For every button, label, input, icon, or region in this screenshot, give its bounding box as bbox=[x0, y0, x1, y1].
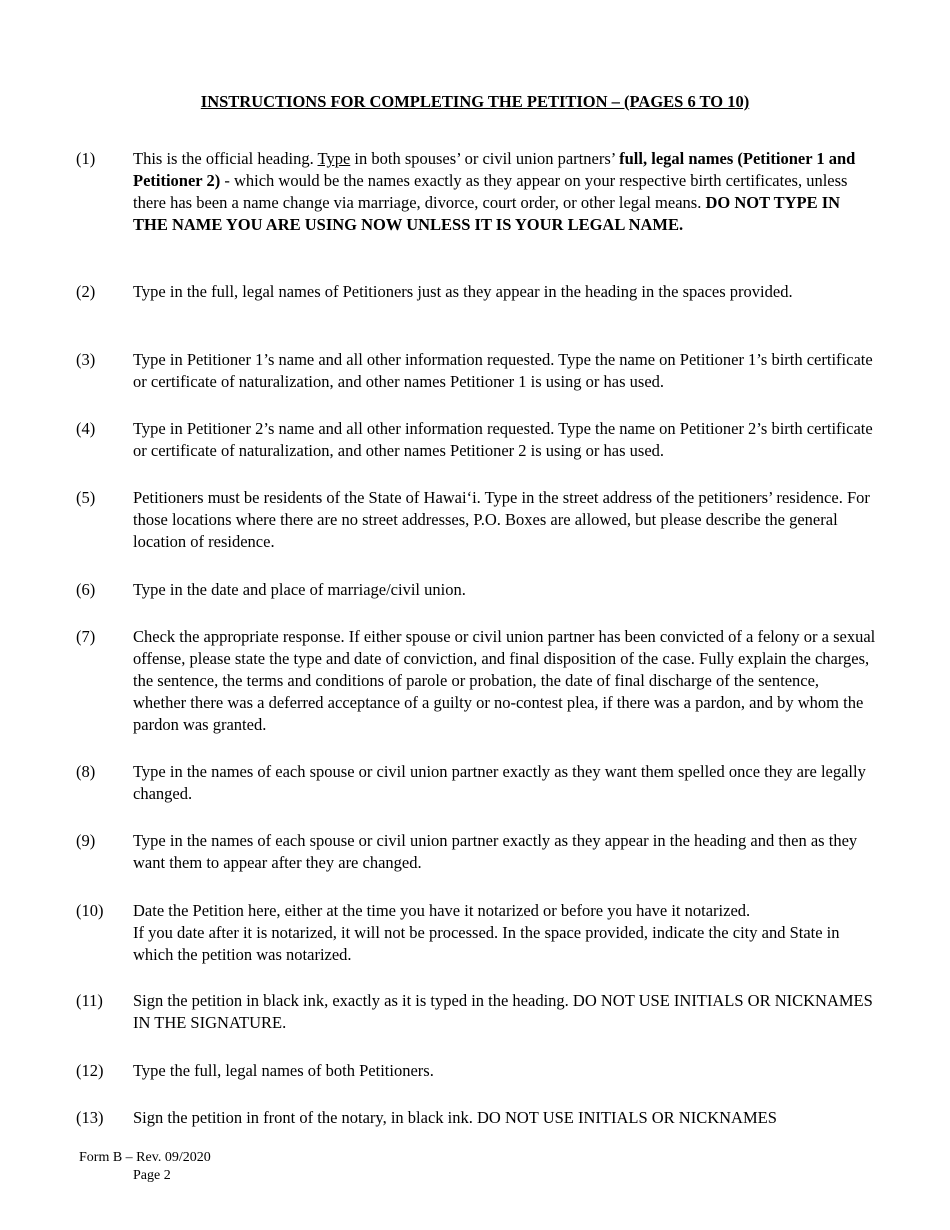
item-text-line2: If you date after it is notarized, it will not be processed. In the space provided, indicate the city and State in which the petition was notarized. bbox=[133, 923, 840, 964]
item-number: (12) bbox=[76, 1061, 104, 1080]
item-text: Check the appropriate response. If either spouse or civil union partner has been convicted of a felony or a sexual offense, please state the type and date of conviction, and final disposition of the case. Fully explain the charges, the sentence, the terms and conditions of parole or probation, the date of final discharge of the sentence, whether there was a deferred acceptance of a guilty or no-contest plea, if there was a pardon, and by whom the pardon was granted. bbox=[133, 627, 876, 734]
item-number: (1) bbox=[76, 149, 96, 168]
item-text: Type the full, legal names of both Petitioners. bbox=[133, 1061, 434, 1080]
page-title: INSTRUCTIONS FOR COMPLETING THE PETITION – (PAGES 6 TO 10) bbox=[200, 92, 750, 111]
item-number: (9) bbox=[76, 831, 96, 850]
instruction-item bbox=[76, 1107, 876, 1129]
item-number: (4) bbox=[76, 419, 96, 438]
instruction-item bbox=[76, 418, 876, 462]
instruction-item bbox=[76, 349, 876, 393]
item-text: Petitioners must be residents of the State of Hawai‘i. Type in the street address of the petitioners’ residence. For those locations where there are no street addresses, P.O. Boxes are allowed, but please describe the general location of residence. bbox=[133, 488, 870, 551]
instruction-item bbox=[76, 579, 876, 601]
instruction-item bbox=[76, 1060, 876, 1082]
item-number: (11) bbox=[76, 991, 103, 1010]
item-number: (3) bbox=[76, 350, 96, 369]
item-text: Type in Petitioner 1’s name and all other information requested. Type the name on Petitioner 1’s birth certificate or certificate of naturalization, and other names Petitioner 1 is using or has used. bbox=[133, 350, 873, 391]
form-revision: Form B – Rev. 09/2020 bbox=[79, 1150, 211, 1165]
item-number: (6) bbox=[76, 580, 96, 599]
item-number: (2) bbox=[76, 282, 96, 301]
item-number: (8) bbox=[76, 762, 96, 781]
item-text: Sign the petition in black ink, exactly as it is typed in the heading. DO NOT USE INITIALS OR NICKNAMES IN THE SIGNATURE. bbox=[133, 991, 873, 1032]
item-number: (7) bbox=[76, 627, 96, 646]
item-text: Type in the full, legal names of Petitioners just as they appear in the heading in the spaces provided. bbox=[133, 282, 793, 301]
item-text-line1: Date the Petition here, either at the time you have it notarized or before you have it notarized. bbox=[133, 901, 751, 920]
instruction-item bbox=[76, 761, 876, 805]
item-text bbox=[133, 148, 876, 236]
item-number: (13) bbox=[76, 1108, 104, 1127]
item-text: Type in the names of each spouse or civil union partner exactly as they want them spelled once they are legally changed. bbox=[133, 762, 866, 803]
item-number: (5) bbox=[76, 488, 96, 507]
item-text-mid: in both spouses’ or civil union partners’ bbox=[350, 149, 620, 168]
item-text: Type in the names of each spouse or civil union partner exactly as they appear in the heading and then as they want them to appear after they are changed. bbox=[133, 831, 858, 872]
item-text-start: This is the official heading. bbox=[133, 149, 318, 168]
instruction-item bbox=[76, 626, 876, 736]
item-text-rest: - which would be the names exactly as they appear on your respective birth certificates, unless there has been a name change via marriage, divorce, court order, or other legal means. bbox=[133, 171, 848, 212]
item-text: Type in Petitioner 2’s name and all other information requested. Type the name on Petitioner 2’s birth certificate or certificate of naturalization, and other names Petitioner 2 is using or has used. bbox=[133, 419, 873, 460]
page-footer bbox=[79, 1149, 211, 1185]
instruction-item bbox=[76, 900, 876, 966]
bold-warning: DO NOT TYPE IN THE NAME YOU ARE USING NOW UNLESS IT IS YOUR LEGAL NAME. bbox=[133, 193, 841, 234]
instruction-item bbox=[76, 148, 876, 236]
underlined-word: Type bbox=[317, 149, 351, 168]
item-number: (10) bbox=[76, 901, 104, 920]
instruction-item bbox=[76, 487, 876, 553]
item-text: Sign the petition in front of the notary, in black ink. DO NOT USE INITIALS OR NICKNAMES bbox=[133, 1108, 777, 1127]
instruction-item bbox=[76, 990, 876, 1034]
page-number: Page 2 bbox=[133, 1168, 171, 1183]
item-text: Type in the date and place of marriage/civil union. bbox=[133, 580, 466, 599]
instruction-item bbox=[76, 830, 876, 874]
item-text bbox=[133, 900, 876, 966]
instruction-item bbox=[76, 281, 876, 303]
bold-names: full, legal names (Petitioner 1 and Petitioner 2) bbox=[133, 149, 856, 190]
